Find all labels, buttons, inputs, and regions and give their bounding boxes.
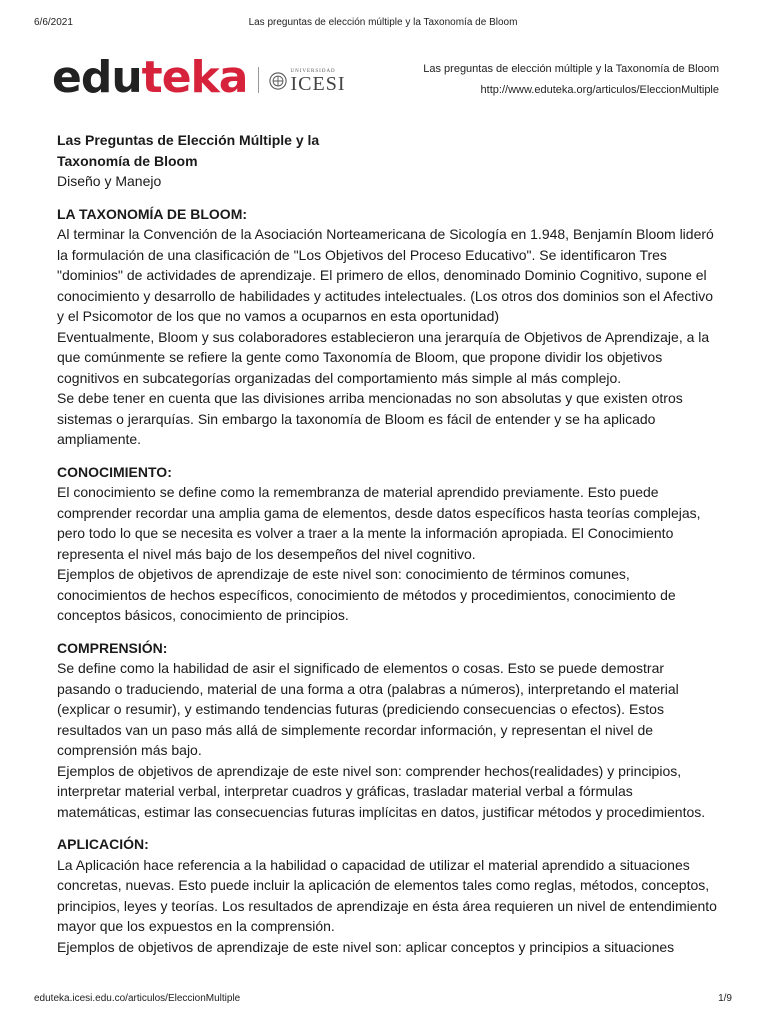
print-footer-url: eduteka.icesi.edu.co/articulos/EleccionMultiple — [34, 993, 241, 1004]
section-conocimiento — [57, 462, 717, 626]
icesi-seal-icon — [269, 72, 287, 90]
section-heading: CONOCIMIENTO: — [57, 463, 172, 480]
section-comprension — [57, 638, 717, 823]
logo-part-teka: teka — [141, 52, 248, 103]
section-paragraph: Ejemplos de objetivos de aprendizaje de este nivel son: aplicar conceptos y principios a situaciones — [57, 938, 675, 955]
logo-part-edu: edu — [52, 52, 142, 103]
article-title-block — [57, 130, 717, 192]
section-paragraph: Se debe tener en cuenta que las divisiones arriba mencionadas no son absolutas y que existen otros sistemas o jerarquías. Sin embargo la taxonomía de Bloom es fácil de entender y se ha aplicado ampliamente. — [57, 390, 683, 447]
section-paragraph: Al terminar la Convención de la Asociación Norteamericana de Sicología en 1.948, Benjamín Bloom lideró la formulación de una clasificación de "Los Objetivos del Proceso Educativo". Se identificaron Tres "dominios" de actividades de aprendizaje. El primero de ellos, denominado Dominio Cognitivo, supone el conocimiento y desarrollo de habilidades y actitudes intelectuales. (Los otros dos dominios son el Afectivo y el Psicomotor de los que no vamos a ocuparnos en esta oportunidad) — [57, 226, 714, 324]
section-taxonomia — [57, 204, 717, 450]
section-paragraph: La Aplicación hace referencia a la habilidad o capacidad de utilizar el material aprendido a situaciones concretas, nuevas. Esto puede incluir la aplicación de elementos tales como reglas, métodos, conceptos, principios, leyes y teorías. Los resultados de aprendizaje en ésta área requieren un nivel de entendimiento mayor que los expuestos en la comprensión. — [57, 856, 717, 934]
section-paragraph: Ejemplos de objetivos de aprendizaje de este nivel son: comprender hechos(realidades) y principios, interpretar material verbal, interpretar cuadros y gráficas, trasladar material verbal a fórmulas matemáticas, estimar las consecuencias futuras implícitas en datos, justificar métodos y procedimientos. — [57, 762, 706, 820]
icesi-name: ICESI — [290, 72, 346, 95]
header-source-url: http://www.eduteka.org/articulos/EleccionMultiple — [480, 84, 719, 96]
icesi-university-label: UNIVERSIDAD — [290, 68, 336, 74]
print-date: 6/6/2021 — [34, 17, 73, 28]
page-number: 1/9 — [718, 993, 732, 1004]
article-title-line-2: Taxonomía de Bloom — [57, 152, 198, 169]
eduteka-icesi-logo — [52, 52, 346, 103]
print-title: Las preguntas de elección múltiple y la Taxonomía de Bloom — [248, 17, 518, 28]
article-subtitle: Diseño y Manejo — [57, 173, 162, 189]
header-source-title: Las preguntas de elección múltiple y la Taxonomía de Bloom — [423, 63, 719, 75]
icesi-logo — [269, 69, 346, 94]
section-paragraph: Se define como la habilidad de asir el significado de elementos o cosas. Esto se puede demostrar pasando o traduciendo, material de una forma a otra (palabras a números), interpretando el material (explicar o resumir), y estimando tendencias futuras (prediciendo consecuencias o efectos). Estos resultados van un paso más allá de simplemente recordar información, y representan el nivel de comprensión más bajo. — [57, 660, 679, 758]
section-aplicacion — [57, 834, 717, 957]
header-source-info — [423, 59, 719, 101]
section-paragraph: Eventualmente, Bloom y sus colaboradores establecieron una jerarquía de Objetivos de Aprendizaje, a la que comúnmente se refiere la gente como Taxonomía de Bloom, que propone dividir los objetivos cognitivos en subcategorías organizadas del comportamiento más simple al más complejo. — [57, 328, 710, 386]
section-heading: APLICACIÓN: — [57, 836, 149, 852]
eduteka-wordmark — [52, 52, 248, 103]
section-heading: LA TAXONOMÍA DE BLOOM: — [57, 205, 248, 222]
section-paragraph: Ejemplos de objetivos de aprendizaje de este nivel son: conocimiento de términos comunes, conocimientos de hechos específicos, conocimiento de métodos y procedimientos, conocimiento de conceptos básicos, conocimiento de principios. — [57, 566, 676, 623]
article-title-line-1: Las Preguntas de Elección Múltiple y la — [57, 132, 320, 148]
section-paragraph: El conocimiento se define como la remembranza de material aprendido previamente. Esto puede comprender recordar una amplia gama de elementos, desde datos específicos hasta teorías complejas, pero todo lo que se necesita es volver a traer a la mente la información apropiada. El Conocimiento representa el nivel más bajo de los desempeños del nivel cognitivo. — [57, 484, 701, 562]
section-heading: COMPRENSIÓN: — [57, 639, 168, 656]
article-body — [57, 130, 717, 969]
logo-separator — [258, 67, 259, 93]
